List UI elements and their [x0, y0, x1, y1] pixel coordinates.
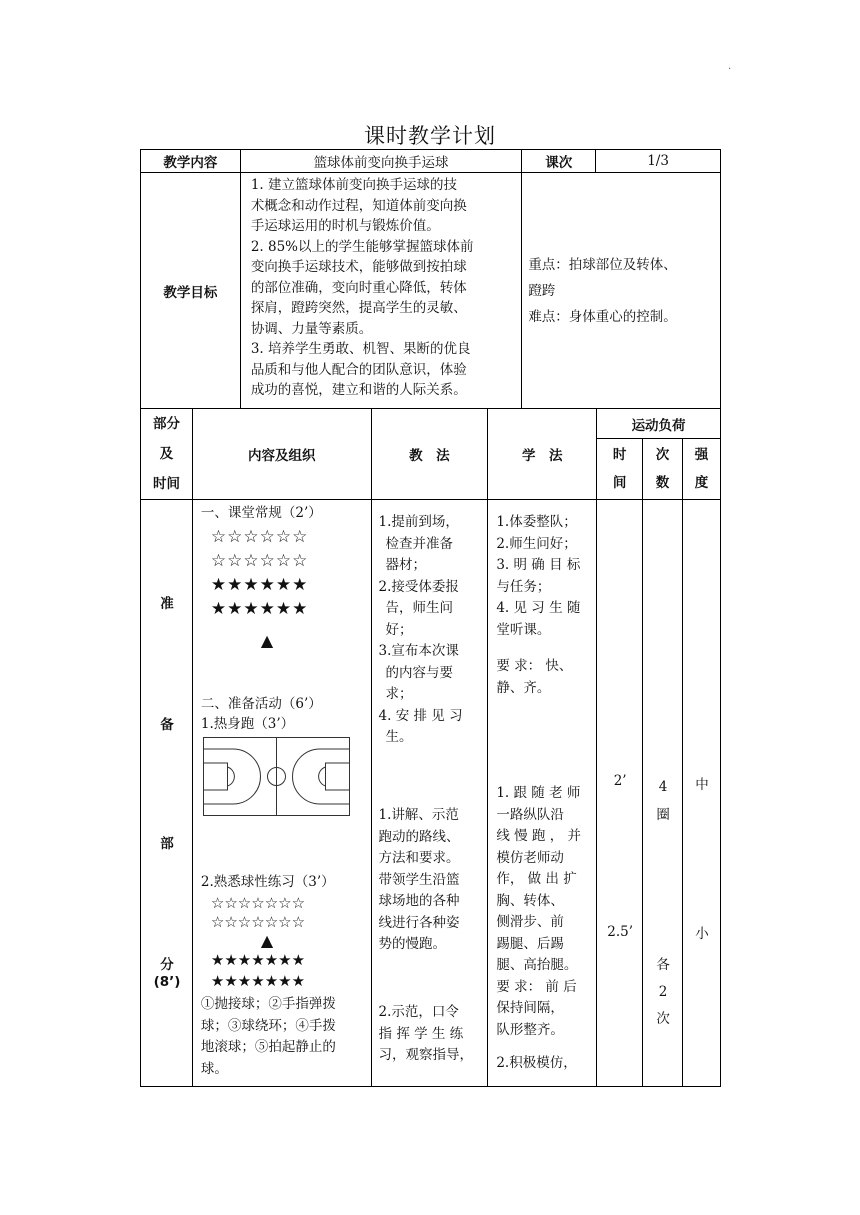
formation-row-solid: ★★★★★★	[210, 599, 309, 619]
teach-line: 求；	[385, 686, 413, 702]
teacher-triangle-icon: ▲	[260, 631, 274, 650]
part-header-line: 及	[159, 446, 174, 462]
learn-line: 2.积极模仿，	[496, 1055, 577, 1071]
part-header-line: 时间	[152, 476, 180, 492]
teach-line: 球场地的各种	[378, 893, 460, 909]
content-cell	[192, 500, 371, 1087]
learn-line: 踢腿、后踢	[496, 935, 564, 952]
intensity-value: 中	[695, 777, 709, 793]
learn-line: 3. 明 确 目 标	[496, 557, 581, 573]
intensity-header-char: 度	[694, 475, 709, 491]
teach-line: 检查并准备	[385, 535, 454, 552]
learn-cell	[488, 500, 597, 1087]
learn-line: 队形整齐。	[496, 1021, 564, 1038]
goal-line: 1. 建立篮球体前变向换手运球的技	[250, 177, 457, 193]
formation-row-hollow: ☆☆☆☆☆☆	[210, 551, 309, 571]
ball-drill-line: 地滚球；⑤拍起静止的	[200, 1039, 336, 1055]
learn-line: 模仿老师动	[496, 849, 564, 866]
teach-line: 势的慢跑。	[378, 936, 447, 952]
learn-line: 保持间隔，	[496, 1000, 564, 1016]
learn-line: 4. 见 习 生 随	[496, 600, 581, 616]
learn-line: 1.体委整队；	[496, 514, 577, 530]
part-cell	[141, 500, 193, 1087]
count-value	[643, 952, 683, 1033]
learn-block-b	[496, 783, 594, 1041]
warmup-title: 二、准备活动（6’）	[200, 696, 322, 712]
content-value: 篮球体前变向换手运球	[240, 150, 522, 173]
lesson-info-table	[140, 149, 721, 409]
time-value: 2.5’	[607, 924, 634, 940]
goal-line: 成功的喜悦，建立和谐的人际关系。	[250, 382, 467, 398]
formation-row-hollow: ☆☆☆☆☆☆☆	[210, 894, 306, 912]
part-time: (8’)	[153, 974, 181, 990]
goal-line: 术概念和动作过程，知道体前变向换	[250, 197, 467, 214]
count-header-char: 数	[655, 475, 670, 491]
ball-drill-line: 球。	[200, 1060, 228, 1077]
learn-line: 要 求： 快、	[496, 658, 573, 674]
content-label: 教学内容	[141, 150, 241, 173]
time-header-char: 间	[612, 475, 627, 491]
part-char: 准	[160, 596, 174, 612]
key-line: 难点：身体重心的控制。	[528, 308, 677, 325]
lesson-label: 课次	[522, 150, 596, 173]
goal-line: 探肩，蹬跨突然，提高学生的灵敏、	[250, 300, 467, 316]
content-org-header: 内容及组织	[192, 409, 371, 500]
goals-label: 教学目标	[141, 173, 241, 409]
teach-line: 1.讲解、示范	[378, 807, 459, 823]
formation-row-solid: ★★★★★★	[210, 575, 309, 595]
time-value: 2’	[613, 773, 627, 789]
part-header	[141, 409, 193, 500]
part-char: 部	[160, 836, 174, 852]
load-header: 运动负荷	[597, 409, 721, 439]
teach-line: 告，师生问	[385, 600, 454, 616]
count-char: 次	[656, 1011, 670, 1027]
goal-line: 2. 85%以上的学生能够掌握篮球体前	[250, 238, 474, 255]
teach-line: 器材；	[385, 557, 427, 573]
teach-line: 带领学生沿篮	[378, 871, 460, 888]
teach-line: 生。	[385, 729, 413, 745]
learn-line: 2.师生问好；	[496, 535, 577, 552]
lesson-value: 1/3	[596, 150, 721, 173]
teach-line: 3.宣布本次课	[378, 643, 459, 659]
intensity-header-char: 强	[694, 447, 709, 463]
count-char: 4	[658, 779, 668, 795]
part-char: 备	[160, 717, 174, 733]
teach-line: 方法和要求。	[378, 850, 460, 866]
learn-method-header: 学 法	[488, 409, 597, 500]
teach-block-c	[379, 1002, 485, 1067]
time-cell	[597, 500, 643, 1087]
intensity-cell	[683, 500, 721, 1087]
jog-title: 1.热身跑（3’）	[200, 716, 295, 732]
learn-line: 与任务；	[496, 578, 551, 595]
time-header-char: 时	[612, 447, 627, 463]
teacher-triangle-icon: ▲	[260, 931, 274, 950]
goal-line: 的部位准确，变向时重心降低，转体	[250, 279, 467, 296]
learn-line: 作， 做 出 扩	[496, 871, 577, 887]
count-value	[643, 773, 683, 829]
key-line: 蹬跨	[528, 282, 556, 299]
teach-cell	[371, 500, 488, 1087]
goal-line: 品质和与他人配合的团队意识，体验	[250, 361, 467, 378]
key-points	[522, 173, 721, 409]
part-char: 分	[160, 957, 174, 973]
teach-line: 习，观察指导，	[378, 1047, 474, 1063]
teach-line: 跑动的路线、	[378, 828, 460, 845]
ball-drill-line: ①抛接球；②手指弹拨	[200, 996, 336, 1012]
learn-line: 线 慢 跑 ， 并	[496, 828, 581, 844]
teach-line: 2.接受体委报	[378, 578, 459, 595]
teach-line: 指 挥 学 生 练	[378, 1025, 464, 1042]
learn-line: 胸、转体、	[496, 892, 564, 909]
key-line: 重点：拍球部位及转体、	[528, 256, 677, 273]
learn-requirement	[496, 656, 594, 699]
count-char: 各	[656, 957, 670, 973]
learn-line: 一路纵队沿	[496, 806, 564, 823]
goal-line: 变向换手运球技术，能够做到按拍球	[250, 259, 467, 275]
teach-line: 好；	[385, 621, 413, 638]
teach-block-a	[379, 512, 485, 749]
formation-row-hollow: ☆☆☆☆☆☆☆	[210, 913, 306, 931]
formation-row-solid: ★★★★★★★	[210, 951, 306, 969]
ball-drill-list	[201, 994, 367, 1080]
learn-line: 腿、高抬腿。	[496, 957, 578, 973]
learn-block-a	[496, 512, 594, 641]
count-char: 圈	[656, 807, 670, 823]
teach-line: 线进行各种姿	[378, 914, 460, 931]
ball-drill-line: 球；③球绕环；④手拨	[200, 1017, 336, 1034]
goal-line: 手运球运用的时机与锻炼价值。	[250, 218, 440, 234]
learn-line: 要 求： 前 后	[496, 978, 577, 995]
learn-block-c	[496, 1053, 594, 1075]
formation-row-solid: ★★★★★★★	[210, 972, 306, 990]
learn-line: 侧滑步、前	[496, 914, 564, 930]
learn-line: 静、齐。	[496, 679, 551, 696]
teach-line: 2.示范，口令	[378, 1004, 459, 1020]
teach-line: 1.提前到场，	[378, 514, 459, 530]
basketball-court-icon	[203, 737, 350, 816]
teach-line: 的内容与要	[385, 664, 454, 681]
page-title: 课时教学计划	[364, 124, 496, 148]
intensity-value: 小	[695, 926, 709, 942]
routine-title: 一、课堂常规（2’）	[200, 505, 322, 521]
count-char: 2	[658, 984, 668, 1000]
intensity-header	[683, 439, 721, 500]
corner-mark: ·	[728, 64, 732, 75]
ball-drill-title: 2.熟悉球性练习（3’）	[200, 874, 335, 890]
count-cell	[643, 500, 683, 1087]
goal-line: 协调、力量等素质。	[250, 320, 373, 337]
goal-line: 3. 培养学生勇敢、机智、果断的优良	[250, 341, 471, 357]
teach-block-b	[379, 805, 485, 956]
formation-row-hollow: ☆☆☆☆☆☆	[210, 527, 309, 547]
teach-line: 4. 安 排 见 习	[378, 707, 463, 724]
count-header	[643, 439, 683, 500]
plan-table	[140, 408, 721, 1087]
goals-text	[240, 173, 522, 409]
part-header-line: 部分	[152, 416, 180, 432]
time-header	[597, 439, 643, 500]
teach-method-header: 教 法	[371, 409, 488, 500]
learn-line: 堂听课。	[496, 621, 551, 638]
learn-line: 1. 跟 随 老 师	[496, 785, 581, 801]
count-header-char: 次	[655, 447, 670, 463]
